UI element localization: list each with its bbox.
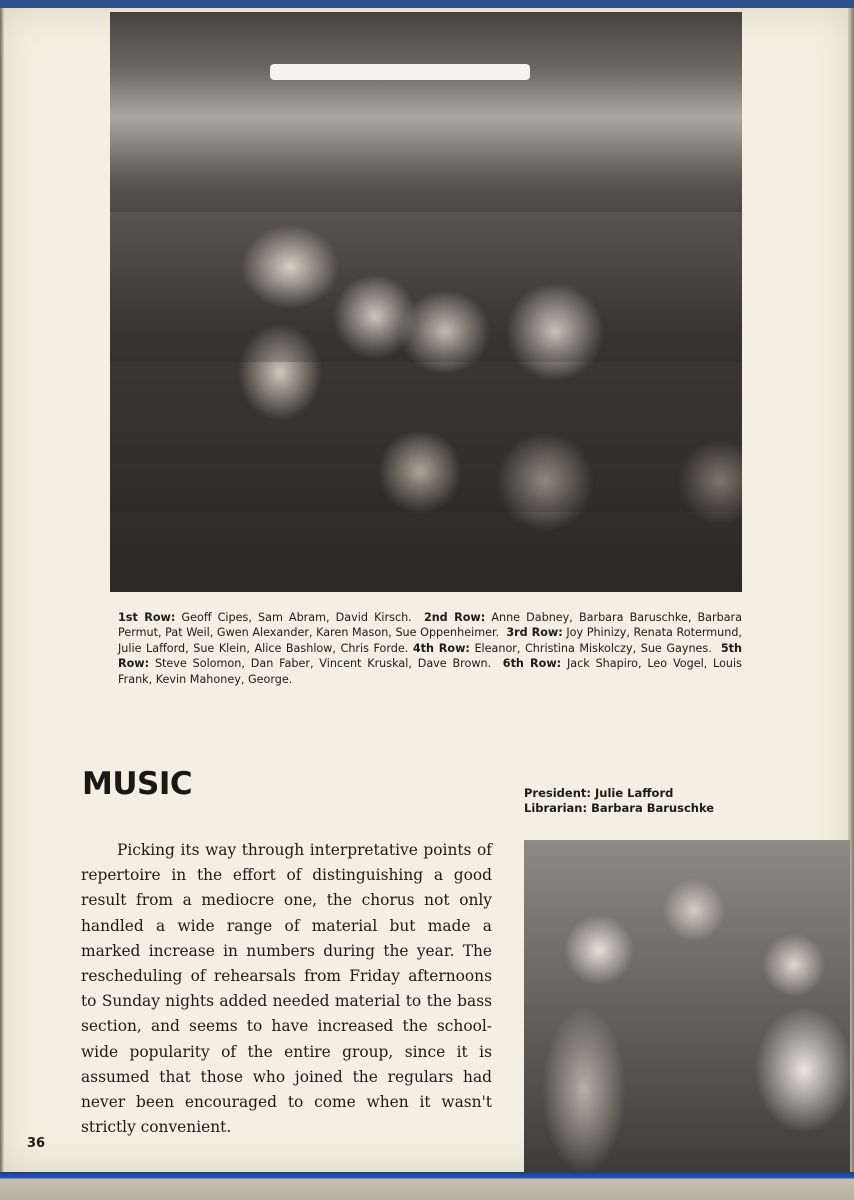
caption-row-names: Eleanor, Christina Miskolczy, Sue Gaynes.: [474, 641, 712, 655]
caption-row-label: 5th Row:: [118, 641, 742, 671]
body-text: [81, 838, 492, 1140]
caption-row-names: Steve Solomon, Dan Faber, Vincent Kruskal, Dave Brown.: [154, 657, 492, 671]
chorus-photo: [524, 840, 850, 1172]
caption-row-label: 4th Row:: [412, 641, 470, 655]
binding-band: [0, 1172, 854, 1200]
photo-caption: [118, 610, 742, 687]
caption-row-label: 2nd Row:: [423, 611, 486, 624]
caption-row-label: 1st Row:: [118, 611, 176, 624]
section-heading: MUSIC: [82, 766, 193, 802]
president-line: President: Julie Lafford: [524, 786, 674, 800]
librarian-line: Librarian: Barbara Baruschke: [524, 801, 715, 815]
caption-row-names: Anne Dabney, Barbara Baruschke, Barbara Permut, Pat Weil, Gwen Alexander, Karen Mason, Sue Oppenheimer.: [118, 611, 743, 640]
officers-list: [524, 786, 714, 816]
caption-row-label: 6th Row:: [502, 657, 562, 671]
caption-row-label: 3rd Row:: [506, 626, 563, 640]
group-photo: [110, 12, 742, 592]
caption-row-names: Jack Shapiro, Leo Vogel, Louis Frank, Kevin Mahoney, George.: [118, 657, 742, 686]
caption-row-names: Joy Phinizy, Renata Rotermund, Julie Lafford, Sue Klein, Alice Bashlow, Chris Forde.: [118, 626, 742, 655]
caption-row-names: Geoff Cipes, Sam Abram, David Kirsch.: [181, 611, 412, 624]
page-number: 36: [27, 1136, 46, 1151]
page-left-edge: [0, 8, 4, 1173]
ceiling-light: [270, 64, 530, 80]
body-paragraph: Picking its way through interpretative points of repertoire in the effort of distinguishing a good result from a mediocre one, the chorus not only handled a wide range of material but made a marked increase in numbers during the year. The rescheduling of rehearsals from Friday afternoons to Sunday nights added needed material to the bass section, and seems to have increased the school-wide popularity of the entire group, since it is assumed that those who joined the regulars had never been encouraged to come when it wasn't strictly convenient.: [81, 841, 492, 1137]
